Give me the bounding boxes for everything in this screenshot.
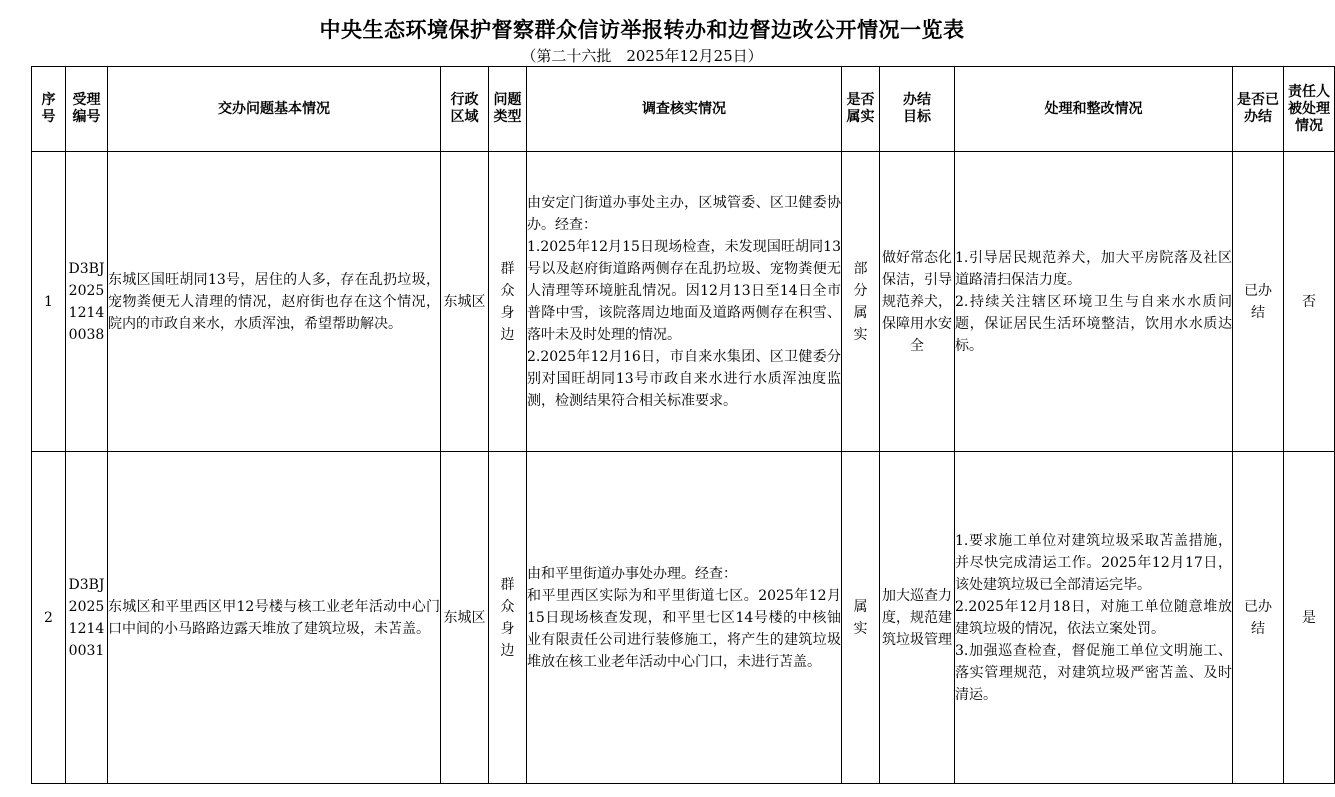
cell-type: 群众身边 (489, 152, 527, 452)
cell-code: D3BJ20251214 0038 (66, 152, 108, 452)
table-header-row (32, 67, 1335, 152)
header-verified: 是否属实 (842, 67, 880, 152)
header-type: 问题类型 (489, 67, 527, 152)
cell-investigation: 由安定门街道办事处主办，区城管委、区卫健委协办。经查： 1.2025年12月15日现场检查，未发现国旺胡同13号以及赵府街道路两侧存在乱扔垃圾、宠物粪便无人清理等环境脏乱情况。因12月13日至14日全市普降中雪，该院落周边地面及道路两侧存在积雪、落叶未及时处理的情况。 2.2025年12月16日，市自来水集团、区卫健委分别对国旺胡同13号市政自来水进行水质浑浊度监测，检测结果符合相关标准要求。 (527, 152, 842, 452)
cell-issue: 东城区和平里西区甲12号楼与核工业老年活动中心门口中间的小马路路边露天堆放了建筑垃圾，未苫盖。 (108, 452, 441, 784)
header-accountability: 责任人被处理情况 (1284, 67, 1335, 152)
cell-handling: 1.要求施工单位对建筑垃圾采取苫盖措施，并尽快完成清运工作。2025年12月17日，该处建筑垃圾已全部清运完毕。 2.2025年12月18日，对施工单位随意堆放建筑垃圾的情况，依法立案处罚。 3.加强巡查检查，督促施工单位文明施工、落实管理规范，对建筑垃圾严密苫盖、及时清运。 (955, 452, 1233, 784)
header-investigation: 调查核实情况 (527, 67, 842, 152)
cell-accountability: 是 (1284, 452, 1335, 784)
cell-seq: 2 (32, 452, 66, 784)
header-seq: 序号 (32, 67, 66, 152)
table-row (32, 452, 1335, 784)
cell-investigation: 由和平里街道办事处办理。经查： 和平里西区实际为和平里街道七区。2025年12月15日现场核查发现，和平里七区14号楼的中核铀业有限责任公司进行装修施工，将产生的建筑垃圾堆放在核工业老年活动中心门口，未进行苫盖。 (527, 452, 842, 784)
cell-type: 群众身边 (489, 452, 527, 784)
cell-closed: 已办结 (1233, 152, 1284, 452)
page-subtitle: （第二十六批 2025年12月25日） (521, 47, 763, 65)
cell-code: D3BJ20251214 0031 (66, 452, 108, 784)
cell-closed: 已办结 (1233, 452, 1284, 784)
header-goal: 办结目标 (880, 67, 955, 152)
cell-verified: 属实 (842, 452, 880, 784)
header-closed: 是否已办结 (1233, 67, 1284, 152)
table-row (32, 152, 1335, 452)
header-issue: 交办问题基本情况 (108, 67, 441, 152)
cell-seq: 1 (32, 152, 66, 452)
header-district: 行政区域 (441, 67, 489, 152)
cell-issue: 东城区国旺胡同13号，居住的人多，存在乱扔垃圾，宠物粪便无人清理的情况，赵府街也存在这个情况，院内的市政自来水，水质浑浊，希望帮助解决。 (108, 152, 441, 452)
cell-accountability: 否 (1284, 152, 1335, 452)
cell-district: 东城区 (441, 452, 489, 784)
complaint-table (31, 66, 1335, 784)
cell-district: 东城区 (441, 152, 489, 452)
page-title: 中央生态环境保护督察群众信访举报转办和边督边改公开情况一览表 (319, 17, 965, 42)
cell-goal: 做好常态化保洁，引导规范养犬，保障用水安全 (880, 152, 955, 452)
cell-goal: 加大巡查力度，规范建筑垃圾管理 (880, 452, 955, 784)
header-handling: 处理和整改情况 (955, 67, 1233, 152)
cell-verified: 部分属实 (842, 152, 880, 452)
cell-handling: 1.引导居民规范养犬，加大平房院落及社区道路清扫保洁力度。 2.持续关注辖区环境卫生与自来水水质问题，保证居民生活环境整洁，饮用水水质达标。 (955, 152, 1233, 452)
header-code: 受理编号 (66, 67, 108, 152)
